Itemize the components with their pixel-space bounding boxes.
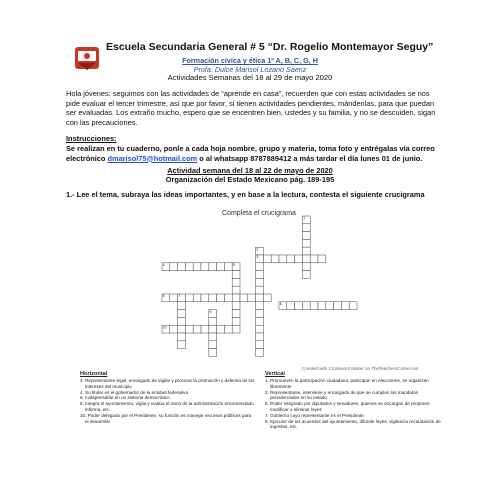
crossword-cell[interactable] bbox=[256, 325, 264, 333]
crossword-cell[interactable] bbox=[209, 333, 217, 341]
clue-item: 5. Poder integrado por diputados y senadores, quienes se encargan de proponer, modificar o eliminar leyes bbox=[265, 401, 431, 412]
question-text: 1.- Lee el tema, subraya las ideas importantes, y en base a la lectura, contesta el siguiente crucigrama bbox=[66, 190, 425, 199]
crossword-cell[interactable] bbox=[256, 263, 264, 271]
crossword-cell[interactable] bbox=[224, 294, 232, 302]
crossword-cell[interactable] bbox=[178, 341, 186, 349]
clue-item: 7. Gobierno cuyo representante es el Presidente bbox=[265, 412, 364, 418]
intro-paragraph: Hola jóvenes: seguimos con las actividades de “aprende en casa”, recuerden que con estas actividades se nos pide evaluar el tercer trimestre, así que por favor, si tienen actividades pendientes, mándenlas, para que puedan ser evaluadas. Los extraño mucho, espero que se encentren bien, ustedes y su familia, y no se descuiden, sigan con las precauciones. bbox=[66, 89, 436, 127]
crossword-cell[interactable] bbox=[263, 294, 271, 302]
crossword-title: Completa el crucigrama bbox=[222, 210, 296, 217]
clue-item: 8. Integra el ayuntamiento, vigila y evalúa el ramo de la administración encomendado, informa, etc. bbox=[80, 401, 255, 412]
crossword-cell[interactable] bbox=[263, 255, 271, 263]
crossword-cell[interactable] bbox=[193, 325, 201, 333]
crossword-cell[interactable] bbox=[170, 325, 178, 333]
crossword-cell[interactable] bbox=[302, 271, 310, 279]
cell-number: 10 bbox=[162, 325, 167, 330]
crossword-cell[interactable] bbox=[318, 255, 326, 263]
crossword-cell[interactable] bbox=[334, 302, 342, 310]
instructions-text-end: o al whatsapp 8787889412 a más tardar el día lunes 01 de junio. bbox=[197, 153, 423, 163]
crossword-cell[interactable] bbox=[256, 349, 264, 357]
crossword-cell[interactable] bbox=[193, 294, 201, 302]
crossword-cell[interactable] bbox=[201, 325, 209, 333]
crossword-cell[interactable] bbox=[170, 263, 178, 271]
crossword-cell[interactable] bbox=[209, 325, 217, 333]
crossword-cell[interactable] bbox=[240, 294, 248, 302]
crossword-cell[interactable] bbox=[256, 278, 264, 286]
cell-number: 1 bbox=[303, 216, 305, 221]
crossword-cell[interactable] bbox=[232, 317, 240, 325]
crossword-cell[interactable] bbox=[271, 255, 279, 263]
week-line: Actividades Semanas del 18 al 29 de mayo 2020 bbox=[167, 73, 333, 82]
clue-item: 1. Promueven la participación ciudadana, participan en elecciones, se organizan libremente bbox=[265, 378, 429, 389]
crossword-cell[interactable] bbox=[185, 263, 193, 271]
clue-item: 3. Representante legal, encargado de vigilar y procurar la promoción y defensa de los intereses del municipio bbox=[80, 378, 255, 389]
crossword-cell[interactable] bbox=[341, 302, 349, 310]
horizontal-clues bbox=[80, 371, 255, 424]
instructions-text-start: Se realizan en tu cuaderno, ponle a cada hoja nombre, grupo y materia, toma foto y entrégalas vía correo electrónico bbox=[66, 144, 435, 163]
crossword-cell[interactable] bbox=[178, 310, 186, 318]
cell-number: 8 bbox=[279, 302, 282, 306]
crossword-cell[interactable] bbox=[178, 317, 186, 325]
crossword-cell[interactable] bbox=[248, 294, 256, 302]
crossword-cell[interactable] bbox=[302, 224, 310, 232]
crossword-cell[interactable] bbox=[295, 302, 303, 310]
crossword-credit: Created with Crossword Maker on TheTeachersCorner.net bbox=[302, 366, 419, 371]
horizontal-heading: Horizontal bbox=[80, 371, 108, 377]
school-name: Escuela Secundaria General # 5 “Dr. Rogelio Montemayor Seguy” bbox=[106, 41, 434, 53]
vertical-clues bbox=[265, 371, 445, 430]
cell-number: 3 bbox=[256, 255, 259, 260]
cell-number: 9 bbox=[209, 309, 212, 314]
crossword-cell[interactable] bbox=[209, 349, 217, 357]
crossword-cell[interactable] bbox=[302, 263, 310, 271]
crossword-cell[interactable] bbox=[326, 302, 334, 310]
crossword-cell[interactable] bbox=[256, 302, 264, 310]
crossword-cell[interactable] bbox=[256, 271, 264, 279]
crossword-cell[interactable] bbox=[256, 294, 264, 302]
crossword-cell[interactable] bbox=[232, 294, 240, 302]
crossword-cell[interactable] bbox=[209, 317, 217, 325]
clue-item: 2. Representante, interviene y encargado de que se cumplan los mandatos presidenciales en su estado bbox=[265, 389, 418, 401]
crossword-cell[interactable] bbox=[310, 302, 318, 310]
cell-number: 7 bbox=[178, 294, 181, 299]
crossword-cell[interactable] bbox=[302, 247, 310, 255]
cell-number: 5 bbox=[233, 263, 235, 267]
crossword-cell[interactable] bbox=[256, 341, 264, 349]
instructions-heading: Instrucciones: bbox=[66, 134, 117, 143]
crossword-cell[interactable] bbox=[232, 278, 240, 286]
subject-line: Formación cívica y ética 1º A, B, C, G, H bbox=[182, 56, 318, 65]
crossword-cell[interactable] bbox=[302, 255, 310, 263]
crossword-cell[interactable] bbox=[256, 333, 264, 341]
crossword-cell[interactable] bbox=[178, 333, 186, 341]
crossword-cell[interactable] bbox=[201, 294, 209, 302]
crossword-cell[interactable] bbox=[178, 325, 186, 333]
crossword-cell[interactable] bbox=[201, 263, 209, 271]
cell-number: 2 bbox=[256, 247, 259, 252]
crossword-cell[interactable] bbox=[232, 302, 240, 310]
crossword-cell[interactable] bbox=[232, 310, 240, 318]
activity-week: Actividad semana del 18 al 22 de mayo de 2020 bbox=[167, 166, 333, 175]
crossword-cell[interactable] bbox=[224, 325, 232, 333]
crossword-cell[interactable] bbox=[232, 325, 240, 333]
crossword-cell[interactable] bbox=[193, 263, 201, 271]
crossword-cell[interactable] bbox=[209, 294, 217, 302]
clue-item: 9. Ejecutor de los acuerdos del ayuntamiento, difunde leyes, vigilancia recaudación de ingresos, etc. bbox=[265, 418, 441, 430]
crossword-cell[interactable] bbox=[209, 341, 217, 349]
crossword-cell[interactable] bbox=[287, 255, 295, 263]
vertical-heading: Vertical bbox=[265, 371, 285, 377]
crossword-cell[interactable] bbox=[279, 255, 287, 263]
crossword-cell[interactable] bbox=[232, 286, 240, 294]
activity-topic: Organización del Estado Mexicano pág. 189-195 bbox=[165, 175, 335, 184]
crossword-cell[interactable] bbox=[217, 325, 225, 333]
crossword-cell[interactable] bbox=[302, 239, 310, 247]
teacher-line: Profa. Dulce Marisol Lozano Sáenz bbox=[193, 65, 307, 74]
clue-item: 4. Su titular es el gobernador de la entidad federativa bbox=[80, 389, 189, 395]
crossword-cell[interactable] bbox=[209, 263, 217, 271]
crossword-cell[interactable] bbox=[349, 302, 357, 310]
crossword-cell[interactable] bbox=[178, 263, 186, 271]
crossword-cell[interactable] bbox=[185, 325, 193, 333]
crossword-cell[interactable] bbox=[310, 255, 318, 263]
crossword-cell[interactable] bbox=[318, 302, 326, 310]
clue-item: 6. Indispensable en un sistema democrático bbox=[80, 395, 170, 401]
crossword-cell[interactable] bbox=[185, 294, 193, 302]
crossword-cell[interactable] bbox=[302, 232, 310, 240]
crossword-cell[interactable] bbox=[287, 302, 295, 310]
crossword-cell[interactable] bbox=[224, 263, 232, 271]
cell-number: 6 bbox=[162, 294, 165, 299]
crossword-cell[interactable] bbox=[256, 286, 264, 294]
crossword-cell[interactable] bbox=[217, 294, 225, 302]
crossword-cell[interactable] bbox=[295, 255, 303, 263]
crossword-cell[interactable] bbox=[302, 302, 310, 310]
cell-number: 4 bbox=[162, 263, 165, 267]
crossword-cell[interactable] bbox=[178, 302, 186, 310]
crossword-cell[interactable] bbox=[217, 263, 225, 271]
crossword-cell[interactable] bbox=[256, 310, 264, 318]
crossword-cell[interactable] bbox=[256, 317, 264, 325]
crossword-cell[interactable] bbox=[232, 271, 240, 279]
clue-item: 10. Poder delegado por el Presidente, su función es manejar recursos públicos para el desarrollo bbox=[80, 412, 252, 424]
crossword-cell[interactable] bbox=[170, 294, 181, 302]
email-link[interactable]: dmarisol75@hotmail.com bbox=[107, 153, 198, 163]
